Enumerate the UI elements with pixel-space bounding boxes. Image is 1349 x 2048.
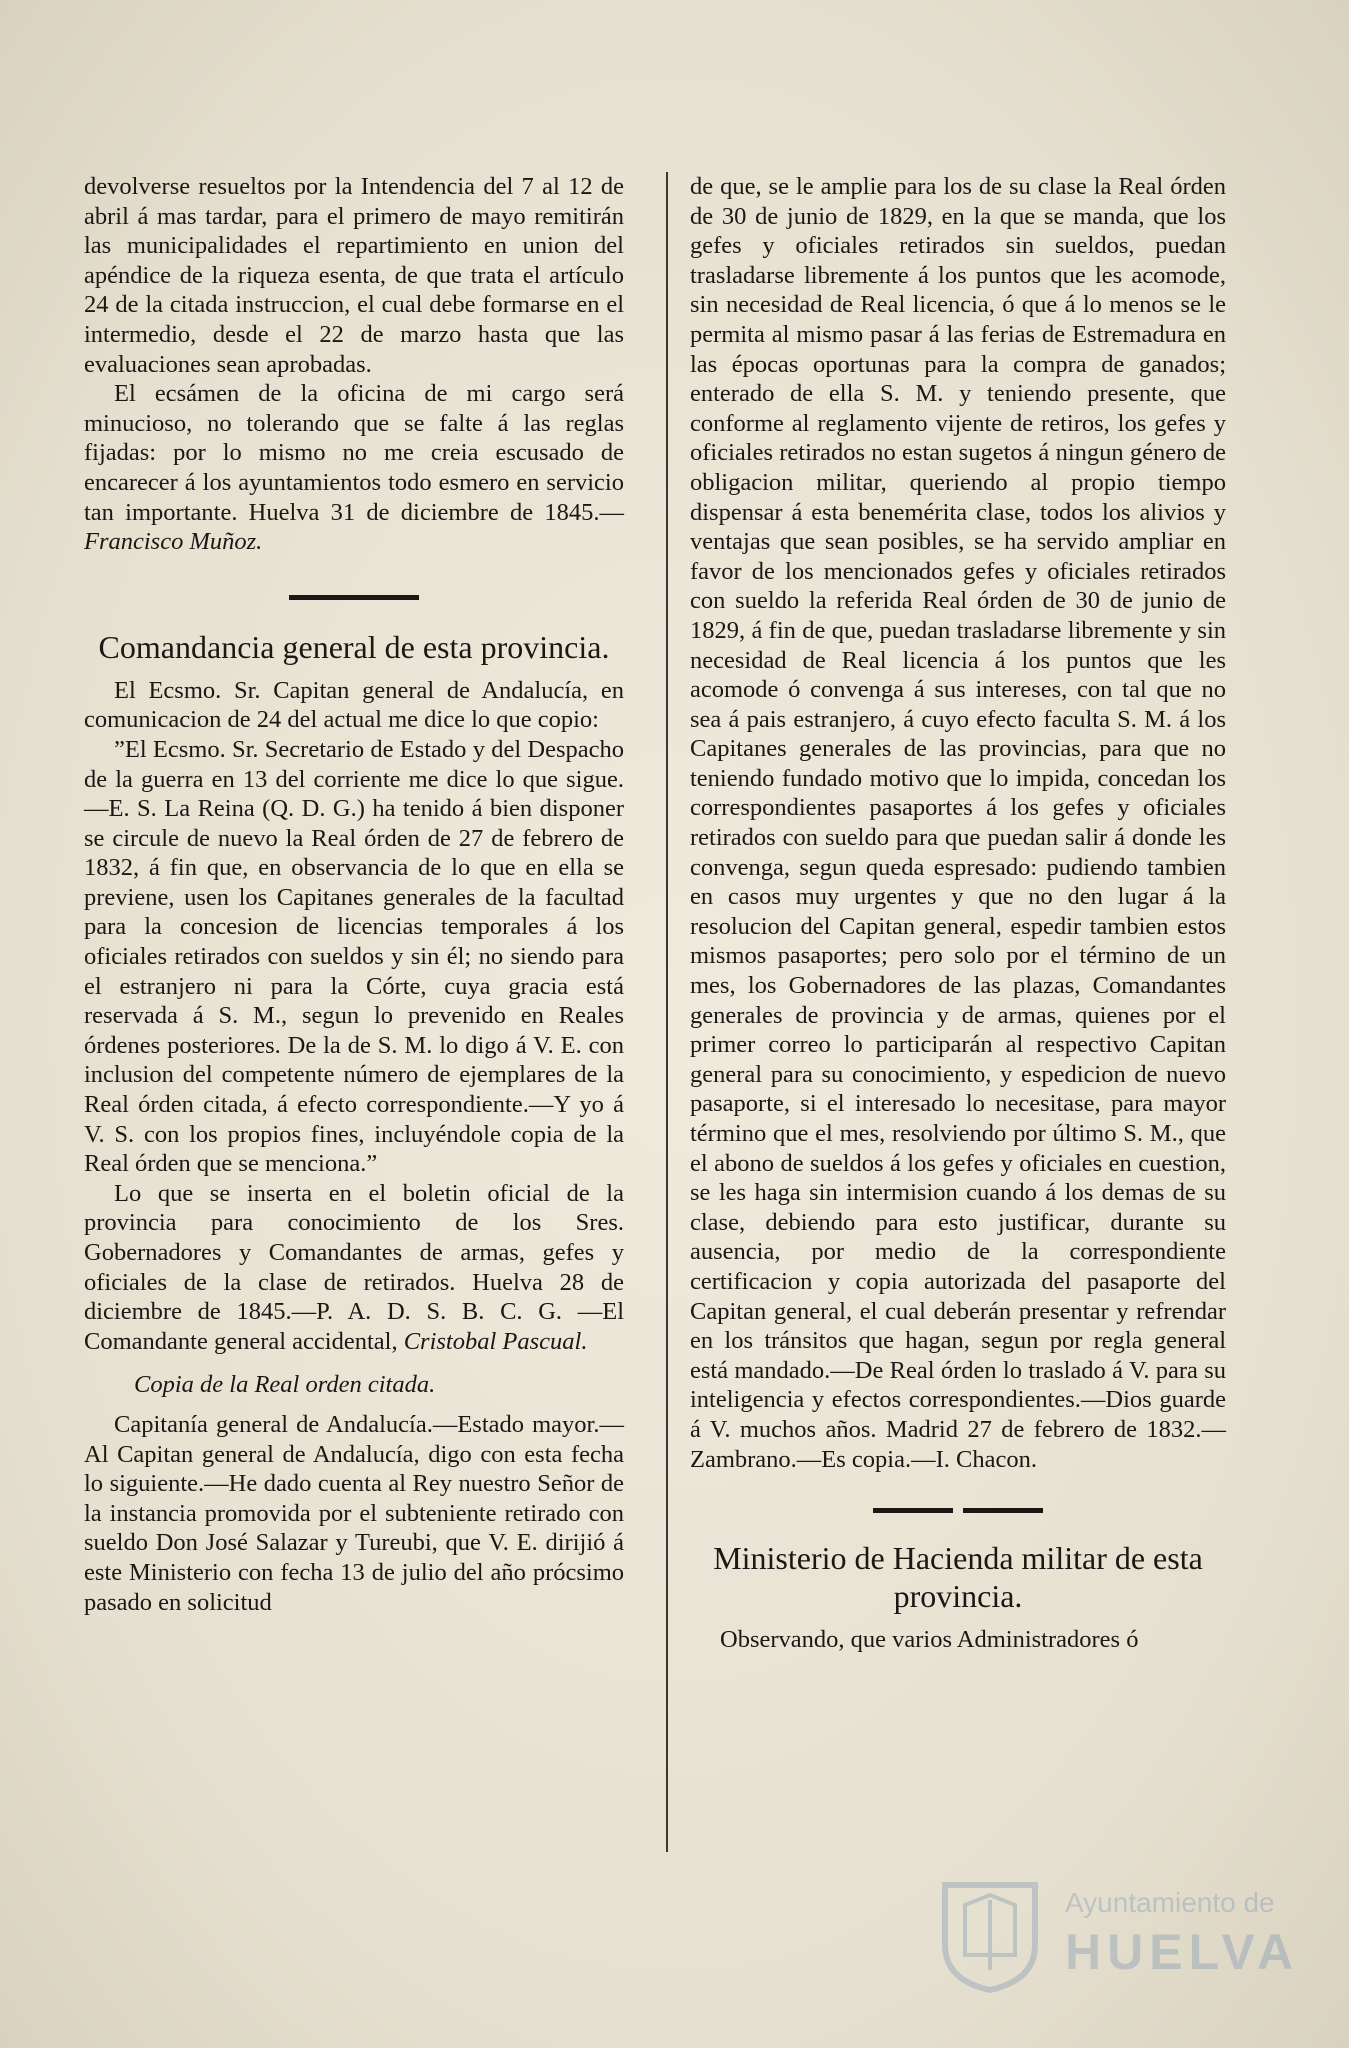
right-paragraph-1: de que, se le amplie para los de su clase la Real órden de 30 de junio de 1829, en la que se manda, que los gefes y oficiales retirados sin sueldos, puedan trasladarse libremente á los puntos que les acomode, sin necesidad de Real licencia, ó que á lo menos se le permita al mismo pasar á las ferias de Estremadura en las épocas oportunas para la compra de ganados; enterado de ella S. M. y teniendo presente, que conforme al reglamento vijente de retiros, los gefes y oficiales retirados no estan sugetos á ningun género de obligacion militar, queriendo al propio tiempo dispensar á esta benemérita clase, todos los alivios y ventajas que sean posibles, se ha servido ampliar en favor de los mencionados gefes y oficiales retirados con sueldo la referida Real órden de 30 de junio de 1829, á fin de que, puedan trasladarse libremente y sin necesidad de Real licencia á los puntos que les acomode ó convenga á sus intereses, con tal que no sea á pais estranjero, á cuyo efecto faculta S. M. á los Capitanes generales de las provincias, para que no teniendo fundado motivo que lo impida, concedan los correspondientes pasaportes á los gefes y oficiales retirados con sueldo para que puedan salir á donde les convenga, segun queda espresado: pudiendo tambien en casos muy urgentes y que no den lugar á la resolucion del Capitan general, espedir tambien estos mismos pasaportes; pero solo por el término de un mes, los Gobernadores de las plazas, Comandantes generales de provincia y de armas, quienes por el primer correo lo participarán al respectivo Capitan general para su conocimiento, y espedicion de nuevo pasaporte, si el interesado lo necesitase, para mayor término que el mes, resolviendo por último S. M., que el abono de sueldos á los gefes y oficiales en cuestion, se les haga sin intermision cuando á los demas de su clase, debiendo para esto justificar, durante su ausencia, por medio de la correspondiente certificacion y copia autorizada del pasaporte del Capitan general, el cual deberán presentar y refrendar en los tránsitos que hagan, segun por regla general está mandado.—De Real órden lo traslado á V. para su inteligencia y efectos correspondientes.—Dios guarde á V. muchos años. Madrid 27 de febrero de 1832.—Zambrano.—Es copia.—I. Chacon. xyxy=(690,173,1226,1473)
left-column xyxy=(84,172,624,1617)
right-paragraph-2: Observando, que varios Administradores ó xyxy=(720,1626,1139,1654)
column-divider xyxy=(666,172,668,1852)
archive-watermark xyxy=(935,1875,1300,1995)
left-paragraph-2-text: El ecsámen de la oficina de mi cargo será minucioso, no tolerando que se falte á las reglas fijadas: por lo mismo no me creia escusado de encarecer á los ayuntamientos todo esmero en servicio tan importante. Huelva 31 de diciembre de 1845.— xyxy=(84,380,624,526)
watermark-line-2: HUELVA xyxy=(1065,1924,1300,1980)
left-paragraph-5-text: Lo que se inserta en el boletin oficial de la provincia para conocimiento de los Sres. Gobernadores y Comandantes de armas, gefes y oficiales de la clase de retirados. Huelva 28 de diciembre de 1845.—P. A. D. S. B. C. G. —El Comandante general accidental, xyxy=(84,1179,624,1355)
left-paragraph-4: ”El Ecsmo. Sr. Secretario de Estado y del Despacho de la guerra en 13 del corriente me dice lo que sigue.—E. S. La Reina (Q. D. G.) ha tenido á bien disponer se circule de nuevo la Real órden de 27 de febrero de 1832, á fin que, en observancia de lo que en ella se previene, usen los Capitanes generales de la facultad para la concesion de licencias temporales á los oficiales retirados con sueldos y sin él; no siendo para el estranjero ni para la Córte, cuya gracia está reservada á S. M., segun lo prevenido en Reales órdenes posteriores. De la de S. M. lo digo á V. E. con inclusion del competente número de ejemplares de la Real órden citada, á efecto correspondiente.—Y yo á V. S. con los propios fines, incluyéndole copia de la Real órden que se menciona.” xyxy=(84,735,624,1178)
left-paragraph-3: El Ecsmo. Sr. Capitan general de Andalucía, en comunicacion de 24 del actual me dice lo que copio: xyxy=(84,676,624,734)
section-heading-ministerio: Ministerio de Hacienda militar de esta provincia. xyxy=(713,1540,1203,1615)
right-column xyxy=(690,172,1226,1655)
section-heading-comandancia: Comandancia general de esta provincia. xyxy=(98,628,610,665)
section-divider xyxy=(289,595,419,600)
left-paragraph-5 xyxy=(84,1179,624,1357)
signature-francisco-munoz: Francisco Muñoz. xyxy=(84,528,263,556)
section-divider-double xyxy=(873,1508,1043,1513)
left-paragraph-6: Capitanía general de Andalucía.—Estado mayor.—Al Capitan general de Andalucía, digo con esta fecha lo siguiente.—He dado cuenta al Rey nuestro Señor de la instancia promovida por el subteniente retirado con sueldo Don José Salazar y Tureubi, que V. E. dirijió á este Ministerio con fecha 13 de julio del año prócsimo pasado en solicitud xyxy=(84,1410,624,1616)
signature-cristobal-pascual: Cristobal Pascual. xyxy=(403,1327,588,1355)
left-paragraph-1: devolverse resueltos por la Intendencia del 7 al 12 de abril á mas tardar, para el primero de mayo remitirán las municipalidades el repartimiento en union del apéndice de la riqueza esenta, de que trata el artículo 24 de la citada instruccion, el cual debe formarse en el intermedio, desde el 22 de marzo hasta que las evaluaciones sean aprobadas. xyxy=(84,173,624,378)
copy-title: Copia de la Real orden citada. xyxy=(134,1371,436,1399)
watermark-line-1: Ayuntamiento de xyxy=(1065,1887,1275,1918)
left-paragraph-2 xyxy=(84,379,624,557)
coat-of-arms-icon xyxy=(935,1875,1045,1995)
